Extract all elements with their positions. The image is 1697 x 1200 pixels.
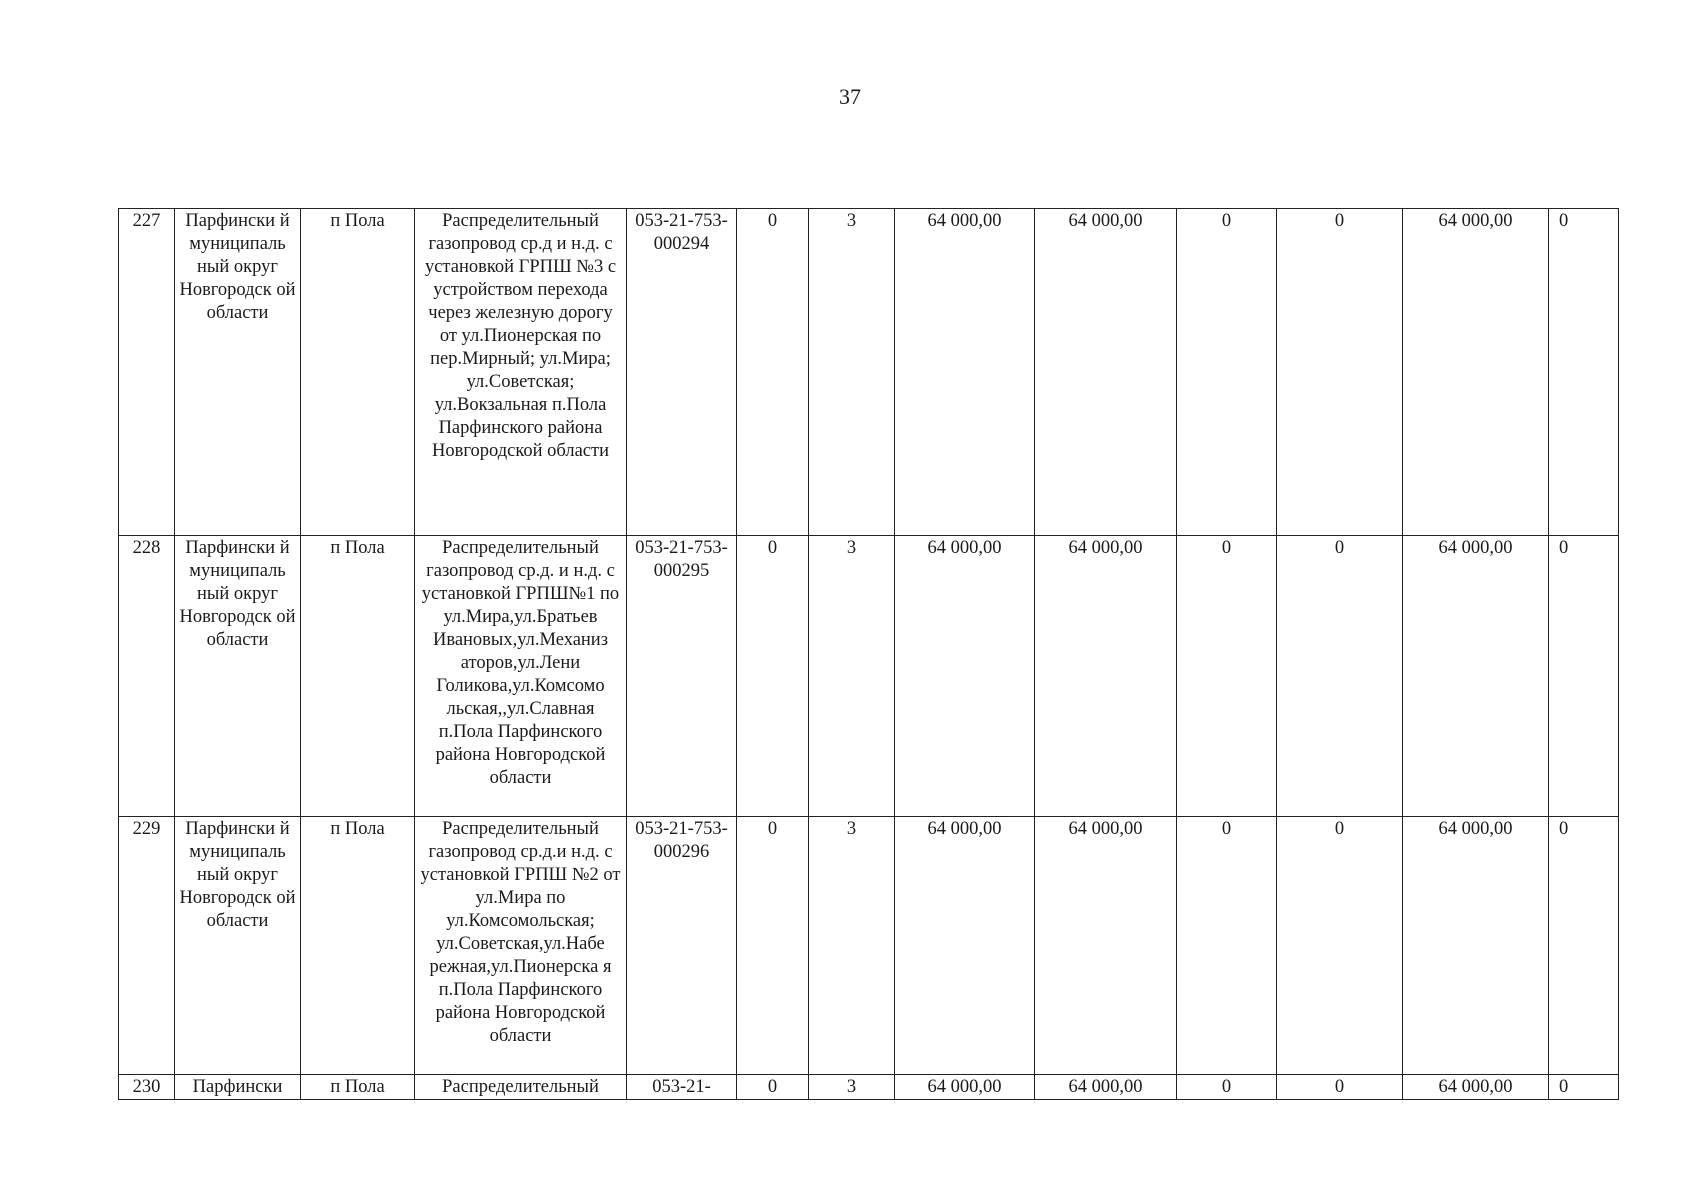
- value-cell: 0: [1549, 1075, 1619, 1100]
- value-cell: 3: [809, 1075, 895, 1100]
- object-cell: Распределительный газопровод ср.д.и н.д. с установкой ГРПШ №2 от ул.Мира по ул.Комсомольская; ул.Советская,ул.Набе режная,ул.Пионерска я п.Пола Парфинского района Новгородской области: [415, 817, 627, 1075]
- value-cell: 0: [1277, 1075, 1403, 1100]
- district-cell: Парфински й муниципаль ный округ Новгородск ой области: [175, 817, 301, 1075]
- page-number: 37: [839, 84, 861, 109]
- amount-cell: 64 000,00: [1035, 209, 1177, 536]
- district-cell: Парфински: [175, 1075, 301, 1100]
- code-cell: 053-21-753-000296: [627, 817, 737, 1075]
- amount-cell: 64 000,00: [895, 1075, 1035, 1100]
- value-cell: 0: [737, 817, 809, 1075]
- row-number: 229: [119, 817, 175, 1075]
- row-number: 227: [119, 209, 175, 536]
- amount-cell: 64 000,00: [1403, 1075, 1549, 1100]
- amount-cell: 64 000,00: [895, 817, 1035, 1075]
- amount-cell: 64 000,00: [1403, 817, 1549, 1075]
- value-cell: 0: [1177, 1075, 1277, 1100]
- value-cell: 0: [1549, 817, 1619, 1075]
- locality-cell: п Пола: [301, 209, 415, 536]
- amount-cell: 64 000,00: [1403, 536, 1549, 817]
- value-cell: 0: [737, 209, 809, 536]
- value-cell: 0: [1277, 536, 1403, 817]
- table-row: [119, 1075, 1619, 1100]
- object-cell: Распределительный газопровод ср.д и н.д. с установкой ГРПШ №3 с устройством перехода через железную дорогу от ул.Пионерская по пер.Мирный; ул.Мира; ул.Советская; ул.Вокзальная п.Пола Парфинского района Новгородской области: [415, 209, 627, 536]
- table-row: [119, 209, 1619, 536]
- object-cell: Распределительный: [415, 1075, 627, 1100]
- value-cell: 0: [1277, 209, 1403, 536]
- value-cell: 3: [809, 209, 895, 536]
- value-cell: 0: [1549, 209, 1619, 536]
- value-cell: 3: [809, 536, 895, 817]
- district-cell: Парфински й муниципаль ный округ Новгородск ой области: [175, 536, 301, 817]
- locality-cell: п Пола: [301, 817, 415, 1075]
- amount-cell: 64 000,00: [1035, 817, 1177, 1075]
- value-cell: 0: [1177, 209, 1277, 536]
- district-cell: Парфински й муниципаль ный округ Новгородск ой области: [175, 209, 301, 536]
- code-cell: 053-21-753-000295: [627, 536, 737, 817]
- row-number: 230: [119, 1075, 175, 1100]
- value-cell: 0: [1277, 817, 1403, 1075]
- table-row: [119, 536, 1619, 817]
- value-cell: 0: [1177, 817, 1277, 1075]
- code-cell: 053-21-: [627, 1075, 737, 1100]
- value-cell: 0: [737, 536, 809, 817]
- amount-cell: 64 000,00: [1035, 1075, 1177, 1100]
- code-cell: 053-21-753-000294: [627, 209, 737, 536]
- amount-cell: 64 000,00: [1403, 209, 1549, 536]
- data-table: [118, 208, 1619, 1100]
- amount-cell: 64 000,00: [1035, 536, 1177, 817]
- value-cell: 0: [1177, 536, 1277, 817]
- locality-cell: п Пола: [301, 536, 415, 817]
- amount-cell: 64 000,00: [895, 536, 1035, 817]
- value-cell: 0: [737, 1075, 809, 1100]
- object-cell: Распределительный газопровод ср.д. и н.д. с установкой ГРПШ№1 по ул.Мира,ул.Братьев Ивановых,ул.Механиз аторов,ул.Лени Голикова,ул.Комсомо льская,,ул.Славная п.Пола Парфинского района Новгородской области: [415, 536, 627, 817]
- value-cell: 0: [1549, 536, 1619, 817]
- table-row: [119, 817, 1619, 1075]
- locality-cell: п Пола: [301, 1075, 415, 1100]
- value-cell: 3: [809, 817, 895, 1075]
- row-number: 228: [119, 536, 175, 817]
- amount-cell: 64 000,00: [895, 209, 1035, 536]
